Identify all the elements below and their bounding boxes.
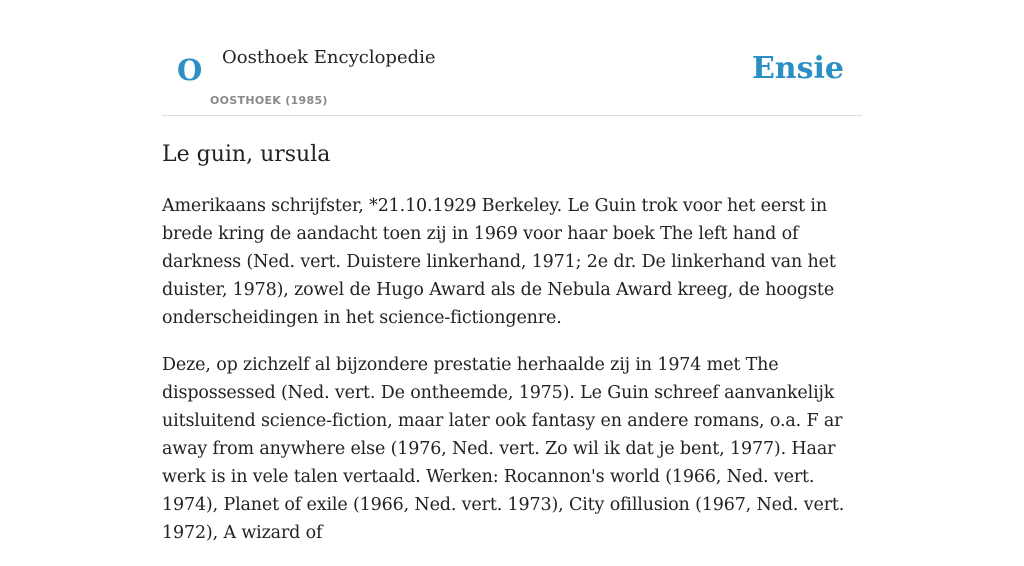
- brand-logo[interactable]: Ensie: [751, 51, 844, 86]
- entry-title: Le guin, ursula: [162, 142, 331, 167]
- source-subtitle: OOSTHOEK (1985): [210, 94, 328, 107]
- source-title[interactable]: Oosthoek Encyclopedie: [222, 47, 436, 68]
- entry-content: [162, 192, 862, 566]
- entry-paragraph: Amerikaans schrijfster, *21.10.1929 Berkeley. Le Guin trok voor het eerst in brede kring de aandacht toen zij in 1969 voor haar boek The left hand of darkness (Ned. vert. Duistere linkerhand, 1971; 2e dr. De linkerhand van het duister, 1978), zowel de Hugo Award als de Nebula Award kreeg, de hoogste onderscheidingen in het science-fictiongenre.: [162, 196, 836, 328]
- source-header: [162, 0, 862, 116]
- entry-paragraph: Deze, op zichzelf al bijzondere prestatie herhaalde zij in 1974 met The dispossessed (Ned. vert. De ontheemde, 1975). Le Guin schreef aanvankelijk uitsluitend science-fiction, maar later ook fantasy en andere romans, o.a. F ar away from anywhere else (1976, Ned. vert. Zo wil ik dat je bent, 1977). Haar werk is in vele talen vertaald. Werken: Rocannon's world (1966, Ned. vert. 1974), Planet of exile (1966, Ned. vert. 1973), City ofillusion (1967, Ned. vert. 1972), A wizard of: [162, 355, 845, 543]
- source-logo: O: [177, 53, 203, 87]
